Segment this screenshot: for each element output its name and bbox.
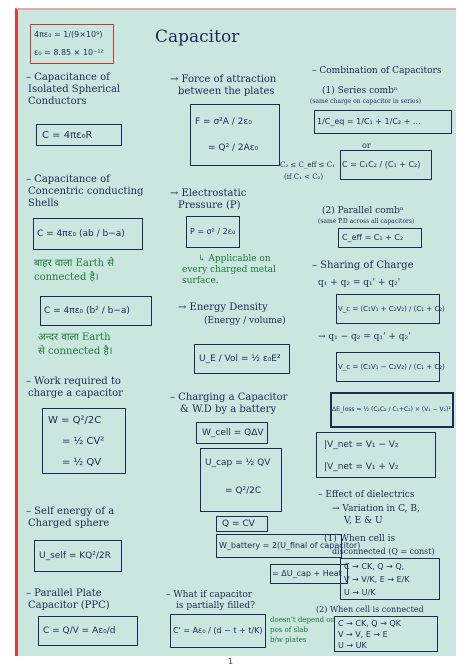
c3-sharing-heading: – Sharing of Charge (312, 260, 414, 271)
c1-ppc-heading-2: Capacitor (PPC) (28, 600, 110, 611)
c1-hindi-note-1b: connected है। (34, 272, 99, 283)
c2-partial-heading: – What if capacitor (166, 590, 253, 600)
c2-force-heading-2: between the plates (178, 86, 275, 97)
c3-vnet-formula-2: |V_net = V₁ + V₂ (324, 462, 399, 472)
c3-series-or: or (362, 141, 371, 150)
c3-series-heading: (1) Series combⁿ (322, 86, 398, 96)
c1-shell-formula: C = 4πε₀ (ab / b−a) (37, 229, 125, 239)
page-number: 1 (228, 657, 234, 666)
c3-parallel-formula: C_eff = C₁ + C₂ (342, 233, 404, 242)
c3-disconnected-row-3: U → U/K (344, 588, 376, 597)
c2-energy-density-heading-2: (Energy / volume) (204, 316, 286, 326)
c2-partial-formula: C' = Aε₀ / (d − t + t/K) (173, 626, 263, 635)
c1-shell-heading-3: Shells (28, 198, 59, 209)
c3-parallel-note: (same P.D across all capacitors) (318, 218, 415, 225)
c1-work-formula-1: W = Q²/2C (48, 415, 102, 426)
notebook-page (15, 8, 456, 656)
c3-series-note: (same charge on capacitor in series) (310, 98, 422, 105)
c2-charging-heading-2: & W.D by a battery (180, 404, 277, 415)
c1-work-heading: – Work required to (26, 376, 121, 387)
c1-shell-formula-2: C = 4πε₀ (b² / b−a) (44, 306, 130, 316)
c1-hindi-note-1: बाहर वाला Earth से (34, 258, 115, 269)
c3-series-formula-2: C = C₁C₂ / (C₁ + C₂) (342, 160, 421, 169)
c3-dielectric-heading-2: → Variation in C, B, (332, 504, 420, 514)
c1-self-energy-formula: U_self = KQ²/2R (39, 551, 111, 561)
c3-energy-loss-formula: ΔE_loss = ½ (C₁C₂ / C₁+C₂) × (V₁ − V₂)² (332, 406, 451, 413)
c3-combination-heading: – Combination of Capacitors (312, 66, 442, 76)
c3-connected-row-2: V → V, E → E (338, 630, 388, 639)
c1-ppc-formula: C = Q/V = Aε₀/d (43, 626, 116, 636)
c3-sharing-formula-2: V_c = (C₁V₁ − C₂V₂) / (C₁ + C₂) (338, 363, 445, 371)
c2-ucap-formula: U_cap = ½ QV (205, 458, 271, 468)
c2-partial-heading-2: is partially filled? (176, 601, 256, 611)
c3-connected-row-1: C → CK, Q → QK (338, 619, 401, 628)
c2-force-heading: → Force of attraction (170, 74, 277, 85)
c3-sharing-formula-1: V_c = (C₁V₁ + C₂V₂) / (C₁ + C₂) (338, 305, 445, 313)
c2-wbattery-formula: W_battery = 2(U_final of capacitor) (219, 541, 361, 550)
c1-work-formula-2: = ½ CV² (62, 436, 105, 447)
c3-sharing-equation-2: → q₁ − q₂ = q₁' + q₂' (318, 332, 411, 342)
c3-dielectric-heading-3: V, E & U (344, 516, 383, 526)
c3-disconnected-heading: (1) When cell is (324, 534, 396, 544)
c2-ucap-formula-2: = Q²/2C (225, 486, 262, 496)
c2-wcell-formula: W_cell = QΔV (202, 428, 264, 438)
c3-dielectric-heading: – Effect of dielectrics (318, 490, 415, 500)
constant-epsilon: ε₀ = 8.85 × 10⁻¹² (34, 48, 104, 57)
c2-pressure-note-3: surface. (182, 276, 219, 286)
c2-energy-density-heading: → Energy Density (178, 302, 268, 313)
c2-pressure-heading-2: Pressure (P) (178, 200, 241, 211)
c1-sphere-formula: C = 4πε₀R (42, 130, 93, 141)
c2-charging-heading: – Charging a Capacitor (170, 392, 288, 403)
c2-pressure-formula: P = σ² / 2ε₀ (190, 227, 236, 236)
c3-disconnected-row-2: V → V/K, E → E/K (344, 575, 410, 584)
c2-pressure-heading: → Electrostatic (170, 188, 247, 199)
c1-self-energy-heading-2: Charged sphere (28, 518, 110, 529)
page-title: Capacitor (155, 27, 240, 47)
c3-disconnected-heading-2: disconnected (Q = const) (332, 547, 435, 556)
c3-series-formula: 1/C_eq = 1/C₁ + 1/C₂ + ... (317, 117, 421, 126)
c3-disconnected-row-1: C → CK, Q → Q, (344, 562, 405, 571)
c1-sphere-heading-3: Conductors (28, 96, 87, 107)
c3-connected-row-3: U → UK (338, 641, 367, 650)
c3-sharing-equation-1: q₁ + q₂ = q₁' + q₂' (318, 278, 401, 288)
c2-energy-density-formula: U_E / Vol = ½ ε₀E² (199, 354, 281, 364)
c2-partial-note-3: b/w plates (270, 636, 307, 644)
c1-ppc-heading: – Parallel Plate (26, 588, 102, 599)
constant-k: 4πε₀ = 1/(9×10⁹) (34, 30, 103, 39)
c2-force-formula-2: = Q² / 2Aε₀ (208, 143, 259, 153)
c2-partial-note-2: pos of slab (270, 626, 309, 634)
c1-sphere-heading-2: Isolated Spherical (28, 84, 121, 95)
c3-series-inequality: C₂ ≤ C_eff ≤ C₁ (280, 161, 335, 169)
c3-connected-heading: (2) When cell is connected (316, 605, 424, 614)
c1-hindi-note-2: अन्दर वाला Earth (38, 332, 111, 343)
c1-work-heading-2: charge a capacitor (28, 388, 123, 399)
c1-work-formula-3: = ½ QV (62, 457, 102, 468)
c2-partial-note: doesn't depend on (270, 616, 336, 624)
c2-force-formula-box (190, 104, 280, 166)
c3-vnet-formula-1: |V_net = V₁ − V₂ (324, 440, 399, 450)
c3-series-inequality-2: (if C₁ < C₂) (284, 173, 324, 181)
c3-parallel-heading: (2) Parallel combⁿ (322, 206, 404, 216)
c2-pressure-note-2: every charged metal (182, 265, 276, 275)
c2-pressure-note: ↳ Applicable on (198, 254, 271, 264)
c1-self-energy-heading: – Self energy of a (26, 506, 115, 517)
c1-shell-heading: – Capacitance of (26, 174, 110, 185)
c2-force-formula-1: F = σ²A / 2ε₀ (195, 117, 252, 127)
c2-q-cv-formula: Q = CV (222, 519, 255, 529)
c1-shell-heading-2: Concentric conducting (28, 186, 144, 197)
c1-sphere-heading: – Capacitance of (26, 72, 110, 83)
c1-hindi-note-2b: से connected है। (38, 346, 113, 357)
c2-heat-formula: = ΔU_cap + Heat (272, 569, 342, 578)
